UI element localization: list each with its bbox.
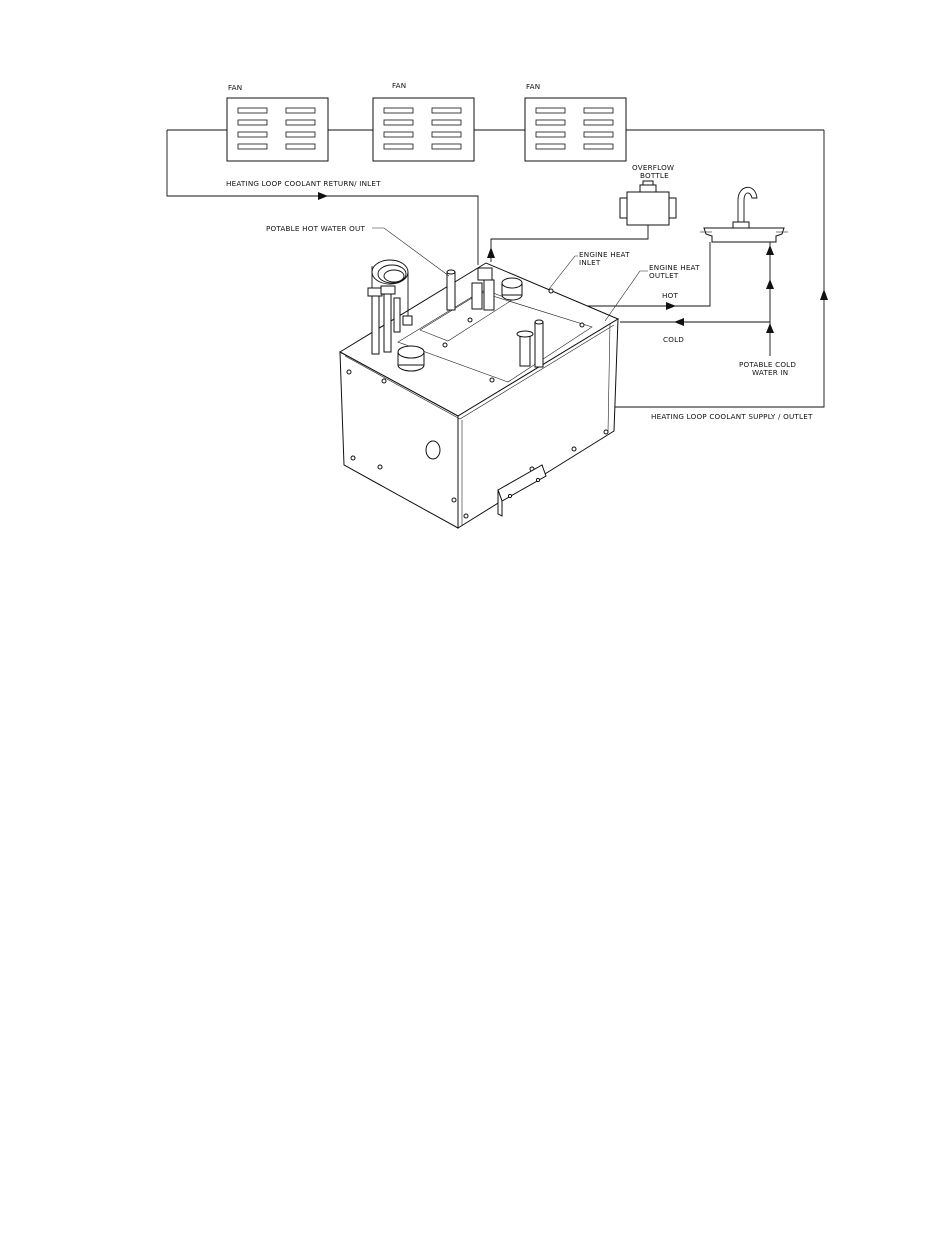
flow-arrow-cold-in-1 (766, 279, 774, 289)
overflow-bottle-label-line1: OVERFLOW (632, 163, 675, 172)
hot-label: HOT (662, 291, 679, 300)
flow-arrow-cold-in-2 (766, 245, 774, 255)
potable-cold-in-label-line1: POTABLE COLD (739, 360, 797, 369)
overflow-bottle-label-line2: BOTTLE (640, 171, 669, 180)
fan-unit-3 (525, 98, 626, 161)
fan-unit-2 (373, 98, 474, 161)
fan-unit-1 (227, 98, 328, 161)
flow-arrow-supply (820, 289, 828, 300)
engine-heat-inlet-label-line1: ENGINE HEAT (579, 250, 630, 259)
potable-hot-out-label: POTABLE HOT WATER OUT (266, 224, 366, 233)
fan-label-2: FAN (392, 81, 407, 90)
engine-heat-inlet-label-line2: INLET (579, 258, 601, 267)
faucet-icon (700, 187, 788, 242)
engine-heat-outlet-label-line2: OUTLET (649, 271, 679, 280)
flow-arrow-cold-in-3 (766, 323, 774, 333)
supply-outlet-label: HEATING LOOP COOLANT SUPPLY / OUTLET (651, 412, 813, 421)
flow-arrow-cold (674, 318, 684, 326)
flow-arrow-hot (666, 302, 676, 310)
fan-label-3: FAN (526, 82, 541, 91)
fan-label-1: FAN (228, 83, 243, 92)
flow-arrow-return (318, 192, 328, 200)
engine-heat-outlet-label-line1: ENGINE HEAT (649, 263, 700, 272)
water-heater-cabinet (340, 260, 618, 528)
potable-cold-in-label-line2: WATER IN (752, 368, 789, 377)
cold-label: COLD (663, 335, 685, 344)
return-inlet-label: HEATING LOOP COOLANT RETURN/ INLET (226, 179, 381, 188)
flow-arrow-overflow (487, 247, 495, 258)
